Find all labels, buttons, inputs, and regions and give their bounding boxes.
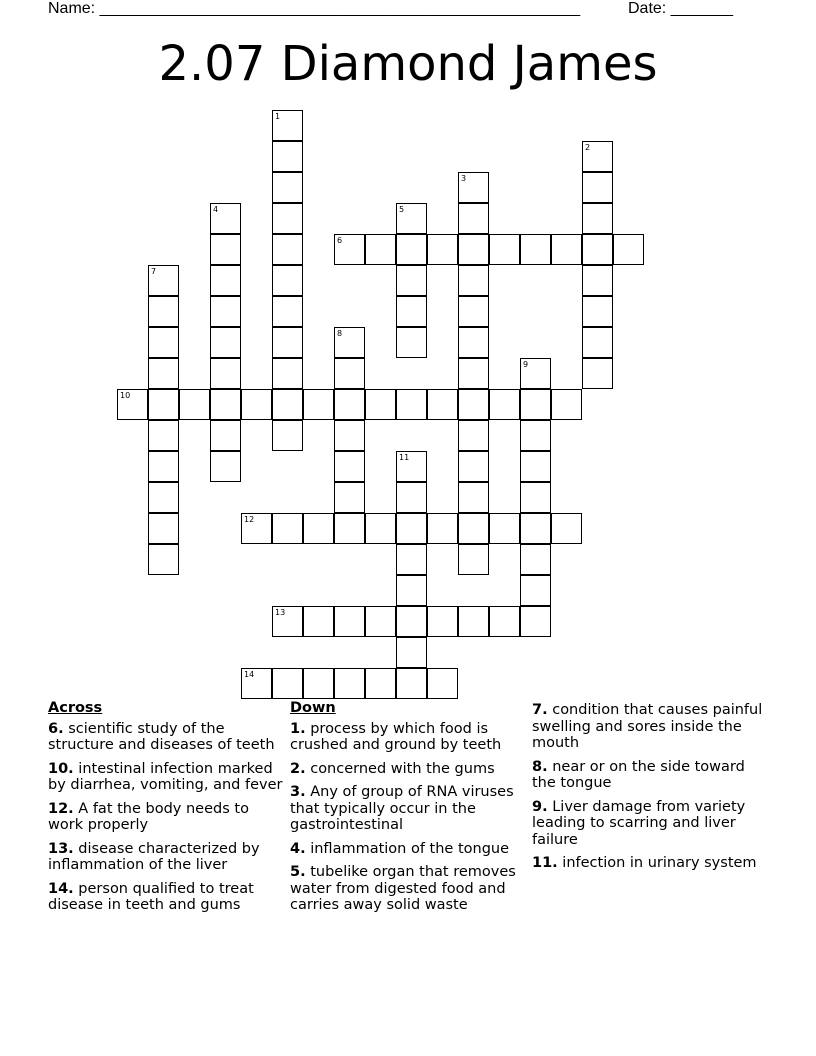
grid-cell[interactable] [210, 296, 241, 327]
cell-number: 11 [399, 453, 410, 462]
grid-cell[interactable] [365, 234, 396, 265]
clue-text: infection in urinary system [557, 855, 757, 871]
clue-number: 4. [290, 840, 306, 857]
grid-cell[interactable] [520, 358, 551, 389]
grid-cell[interactable] [334, 668, 365, 699]
grid-cell[interactable] [582, 327, 613, 358]
date-field[interactable]: Date: _______ [628, 0, 733, 17]
clue-text: person qualified to treat disease in teeth and gums [48, 880, 254, 913]
page-title: 2.07 Diamond James [158, 36, 658, 92]
grid-cell[interactable] [272, 203, 303, 234]
grid-cell[interactable] [303, 606, 334, 637]
grid-cell[interactable] [334, 606, 365, 637]
grid-cell[interactable] [520, 482, 551, 513]
clue-text: Liver damage from variety leading to scarring and liver failure [532, 798, 746, 848]
cell-number: 4 [213, 205, 219, 214]
clue-text: inflammation of the tongue [305, 840, 510, 857]
clue-text: intestinal infection marked by diarrhea, vomiting, and fever [48, 760, 283, 793]
clue-item [48, 721, 284, 754]
grid-cell[interactable] [148, 482, 179, 513]
clue-text: Any of group of RNA viruses that typically occur in the gastrointestinal [290, 784, 514, 833]
grid-cell[interactable] [458, 327, 489, 358]
grid-cell[interactable] [396, 203, 427, 234]
grid-cell[interactable] [334, 234, 365, 265]
clue-item [532, 702, 772, 752]
clue-text: concerned with the gums [305, 760, 495, 777]
cell-number: 9 [523, 360, 529, 369]
clue-number: 14. [48, 880, 74, 897]
grid-cell[interactable] [272, 172, 303, 203]
clue-number: 2. [290, 760, 306, 777]
grid-cell[interactable] [582, 203, 613, 234]
grid-cell[interactable] [148, 451, 179, 482]
grid-cell[interactable] [365, 513, 396, 544]
grid-cell[interactable] [272, 110, 303, 141]
grid-cell[interactable] [117, 389, 148, 420]
cell-number: 7 [151, 267, 157, 276]
grid-cell[interactable] [334, 451, 365, 482]
grid-cell[interactable] [520, 389, 551, 420]
grid-cell[interactable] [210, 234, 241, 265]
clue-text: disease characterized by inflammation of the liver [48, 840, 260, 873]
grid-cell[interactable] [520, 451, 551, 482]
grid-cell[interactable] [272, 234, 303, 265]
clue-number: 13. [48, 840, 74, 857]
cell-number: 6 [337, 236, 343, 245]
grid-cell[interactable] [272, 420, 303, 451]
clue-number: 1. [290, 720, 306, 737]
cell-number: 12 [244, 515, 255, 524]
grid-cell[interactable] [489, 513, 520, 544]
clue-number: 5. [290, 864, 306, 880]
grid-cell[interactable] [396, 482, 427, 513]
grid-cell[interactable] [334, 389, 365, 420]
grid-cell[interactable] [396, 451, 427, 482]
grid-cell[interactable] [272, 265, 303, 296]
clue-item [290, 841, 526, 858]
clue-number: 7. [532, 702, 548, 718]
grid-cell[interactable] [272, 389, 303, 420]
grid-cell[interactable] [458, 203, 489, 234]
clue-number: 3. [290, 784, 306, 800]
grid-cell[interactable] [458, 234, 489, 265]
grid-cell[interactable] [489, 606, 520, 637]
grid-cell[interactable] [427, 668, 458, 699]
grid-cell[interactable] [241, 389, 272, 420]
clue-text: tubelike organ that removes water from digested food and carries away solid waste [290, 864, 516, 913]
grid-cell[interactable] [520, 420, 551, 451]
grid-cell[interactable] [520, 513, 551, 544]
clue-number: 12. [48, 800, 74, 817]
clue-text: process by which food is crushed and ground by teeth [290, 720, 502, 753]
grid-cell[interactable] [148, 389, 179, 420]
grid-cell[interactable] [303, 513, 334, 544]
grid-cell[interactable] [148, 327, 179, 358]
clue-item [48, 881, 284, 914]
grid-cell[interactable] [396, 544, 427, 575]
clue-number: 8. [532, 758, 548, 775]
grid-cell[interactable] [613, 234, 644, 265]
grid-cell[interactable] [458, 389, 489, 420]
clue-item [532, 799, 772, 849]
cell-number: 5 [399, 205, 405, 214]
grid-cell[interactable] [210, 389, 241, 420]
grid-cell[interactable] [303, 668, 334, 699]
grid-cell[interactable] [210, 327, 241, 358]
name-field[interactable]: Name: ______________________________________________________ [48, 0, 581, 17]
grid-cell[interactable] [396, 575, 427, 606]
grid-cell[interactable] [458, 296, 489, 327]
grid-cell[interactable] [210, 203, 241, 234]
grid-cell[interactable] [582, 172, 613, 203]
grid-cell[interactable] [458, 451, 489, 482]
grid-cell[interactable] [582, 141, 613, 172]
grid-cell[interactable] [272, 668, 303, 699]
clue-number: 9. [532, 798, 548, 815]
clue-text: scientific study of the structure and diseases of teeth [48, 720, 275, 753]
down-clues [290, 700, 526, 921]
grid-cell[interactable] [427, 606, 458, 637]
clue-text: near or on the side toward the tongue [532, 758, 745, 791]
grid-cell[interactable] [272, 606, 303, 637]
clue-item [290, 784, 526, 834]
grid-cell[interactable] [148, 296, 179, 327]
grid-cell[interactable] [272, 513, 303, 544]
grid-cell[interactable] [303, 389, 334, 420]
grid-cell[interactable] [551, 513, 582, 544]
cell-number: 1 [275, 112, 281, 121]
cell-number: 8 [337, 329, 343, 338]
grid-cell[interactable] [148, 544, 179, 575]
cell-number: 3 [461, 174, 467, 183]
grid-cell[interactable] [551, 389, 582, 420]
cell-number: 13 [275, 608, 286, 617]
grid-cell[interactable] [427, 234, 458, 265]
cell-number: 14 [244, 670, 255, 679]
grid-cell[interactable] [365, 606, 396, 637]
cell-number: 2 [585, 143, 591, 152]
grid-cell[interactable] [210, 420, 241, 451]
clue-number: 11. [532, 855, 558, 871]
grid-cell[interactable] [458, 544, 489, 575]
grid-cell[interactable] [458, 358, 489, 389]
clue-item [48, 841, 284, 874]
grid-cell[interactable] [396, 668, 427, 699]
clue-item [290, 864, 526, 914]
grid-cell[interactable] [334, 327, 365, 358]
grid-cell[interactable] [210, 358, 241, 389]
cell-number: 10 [120, 391, 131, 400]
grid-cell[interactable] [396, 265, 427, 296]
grid-cell[interactable] [241, 513, 272, 544]
grid-cell[interactable] [520, 575, 551, 606]
grid-cell[interactable] [396, 606, 427, 637]
grid-cell[interactable] [582, 265, 613, 296]
grid-cell[interactable] [458, 513, 489, 544]
clue-item [532, 759, 772, 792]
grid-cell[interactable] [396, 637, 427, 668]
grid-cell[interactable] [148, 358, 179, 389]
down-clues-continued [532, 702, 772, 879]
grid-cell[interactable] [148, 513, 179, 544]
grid-cell[interactable] [334, 358, 365, 389]
grid-cell[interactable] [520, 544, 551, 575]
grid-cell[interactable] [272, 296, 303, 327]
grid-cell[interactable] [210, 451, 241, 482]
grid-cell[interactable] [272, 327, 303, 358]
grid-cell[interactable] [396, 327, 427, 358]
grid-cell[interactable] [520, 606, 551, 637]
clue-item [48, 761, 284, 794]
grid-cell[interactable] [179, 389, 210, 420]
clue-number: 10. [48, 760, 74, 777]
grid-cell[interactable] [427, 389, 458, 420]
grid-cell[interactable] [458, 606, 489, 637]
grid-cell[interactable] [582, 358, 613, 389]
clue-number: 6. [48, 720, 64, 737]
clue-item [290, 721, 526, 754]
grid-cell[interactable] [334, 482, 365, 513]
grid-cell[interactable] [148, 265, 179, 296]
clue-item [48, 801, 284, 834]
grid-cell[interactable] [489, 234, 520, 265]
grid-cell[interactable] [520, 234, 551, 265]
grid-cell[interactable] [396, 234, 427, 265]
across-heading: Across [48, 700, 103, 716]
grid-cell[interactable] [396, 389, 427, 420]
grid-cell[interactable] [458, 172, 489, 203]
grid-cell[interactable] [489, 389, 520, 420]
across-clues [48, 700, 284, 921]
grid-cell[interactable] [582, 296, 613, 327]
grid-cell[interactable] [241, 668, 272, 699]
down-heading: Down [290, 700, 336, 716]
grid-cell[interactable] [272, 358, 303, 389]
clue-text: condition that causes painful swelling and sores inside the mouth [532, 702, 763, 751]
grid-cell[interactable] [458, 482, 489, 513]
grid-cell[interactable] [272, 141, 303, 172]
grid-cell[interactable] [582, 234, 613, 265]
grid-cell[interactable] [551, 234, 582, 265]
grid-cell[interactable] [365, 668, 396, 699]
grid-cell[interactable] [458, 265, 489, 296]
grid-cell[interactable] [427, 513, 458, 544]
grid-cell[interactable] [334, 420, 365, 451]
header [48, 0, 748, 20]
clue-text: A fat the body needs to work properly [48, 800, 249, 833]
grid-cell[interactable] [458, 420, 489, 451]
grid-cell[interactable] [334, 513, 365, 544]
grid-cell[interactable] [396, 296, 427, 327]
grid-cell[interactable] [396, 513, 427, 544]
grid-cell[interactable] [148, 420, 179, 451]
clue-item [290, 761, 526, 778]
grid-cell[interactable] [365, 389, 396, 420]
grid-cell[interactable] [210, 265, 241, 296]
clue-item [532, 855, 772, 872]
